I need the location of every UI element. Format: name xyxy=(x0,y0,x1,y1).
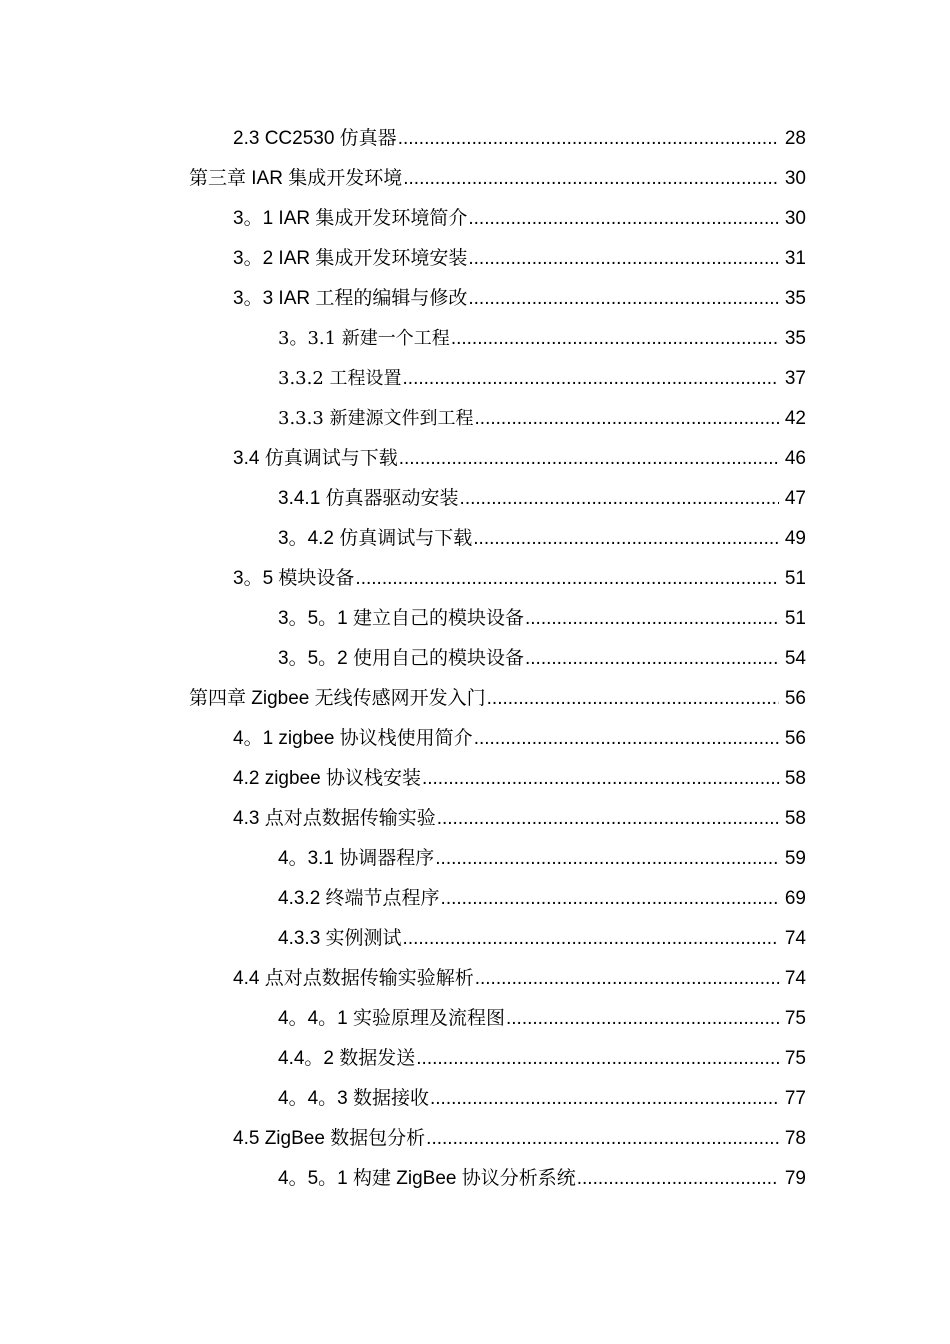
toc-entry[interactable] xyxy=(0,1039,950,1079)
toc-entry[interactable] xyxy=(0,159,950,199)
toc-entry-page-number: 49 xyxy=(784,528,806,549)
toc-entry[interactable] xyxy=(0,679,950,719)
toc-entry-title: 3。3.1 新建一个工程 xyxy=(278,328,450,349)
toc-entry[interactable] xyxy=(0,599,950,639)
toc-entry-title: 4.3.2 终端节点程序 xyxy=(278,888,440,909)
toc-entry-page-number: 56 xyxy=(784,728,806,749)
toc-entry-page-number: 56 xyxy=(784,688,806,709)
toc-entry[interactable] xyxy=(0,839,950,879)
toc-entry-title: 4.4。2 数据发送 xyxy=(278,1048,416,1069)
toc-dot-leader xyxy=(422,759,779,799)
toc-entry[interactable] xyxy=(0,959,950,999)
toc-dot-leader xyxy=(468,239,779,279)
toc-entry-title: 2.3 CC2530 仿真器 xyxy=(233,128,397,149)
toc-dot-leader xyxy=(525,639,779,679)
toc-entry-title: 第三章 IAR 集成开发环境 xyxy=(189,168,403,189)
toc-entry-page-number: 35 xyxy=(784,328,806,349)
toc-entry-page-number: 37 xyxy=(784,368,806,389)
toc-entry-page-number: 74 xyxy=(784,968,806,989)
toc-entry-title: 3。4.2 仿真调试与下载 xyxy=(278,528,473,549)
toc-entry[interactable] xyxy=(0,439,950,479)
toc-dot-leader xyxy=(475,959,779,999)
toc-entry-title: 4.3 点对点数据传输实验 xyxy=(233,808,436,829)
toc-entry-page-number: 28 xyxy=(784,128,806,149)
toc-entry-title: 4。1 zigbee 协议栈使用简介 xyxy=(233,728,473,749)
toc-entry[interactable] xyxy=(0,1159,950,1199)
toc-dot-leader xyxy=(487,679,779,719)
table-of-contents xyxy=(0,119,950,1199)
toc-entry[interactable] xyxy=(0,759,950,799)
toc-entry-title: 4。4。3 数据接收 xyxy=(278,1088,429,1109)
toc-dot-leader xyxy=(460,479,779,519)
toc-entry[interactable] xyxy=(0,359,950,399)
toc-dot-leader xyxy=(355,559,779,599)
toc-entry-page-number: 75 xyxy=(784,1048,806,1069)
toc-entry-page-number: 54 xyxy=(784,648,806,669)
toc-entry-title: 4.4 点对点数据传输实验解析 xyxy=(233,968,474,989)
toc-entry-title: 3。3 IAR 工程的编辑与修改 xyxy=(233,288,468,309)
toc-dot-leader xyxy=(577,1159,779,1199)
toc-entry[interactable] xyxy=(0,519,950,559)
toc-entry[interactable] xyxy=(0,119,950,159)
toc-entry-title: 3。1 IAR 集成开发环境简介 xyxy=(233,208,468,229)
toc-entry-title: 3。5。2 使用自己的模块设备 xyxy=(278,648,524,669)
toc-entry-page-number: 46 xyxy=(784,448,806,469)
toc-dot-leader xyxy=(398,119,779,159)
toc-dot-leader xyxy=(451,319,779,359)
toc-entry-title: 3.3.2 工程设置 xyxy=(278,368,402,389)
toc-dot-leader xyxy=(475,399,779,439)
toc-entry-page-number: 30 xyxy=(784,168,806,189)
toc-entry-page-number: 75 xyxy=(784,1008,806,1029)
toc-entry[interactable] xyxy=(0,399,950,439)
toc-entry-title: 3。2 IAR 集成开发环境安装 xyxy=(233,248,468,269)
toc-dot-leader xyxy=(506,999,779,1039)
toc-entry-title: 3。5 模块设备 xyxy=(233,568,355,589)
toc-entry[interactable] xyxy=(0,919,950,959)
toc-entry[interactable] xyxy=(0,199,950,239)
toc-entry[interactable] xyxy=(0,879,950,919)
toc-entry-title: 3.3.3 新建源文件到工程 xyxy=(278,408,474,429)
toc-entry-title: 3.4.1 仿真器驱动安装 xyxy=(278,488,459,509)
toc-entry-title: 4。3.1 协调器程序 xyxy=(278,848,435,869)
toc-entry-title: 4.2 zigbee 协议栈安装 xyxy=(233,768,421,789)
toc-entry[interactable] xyxy=(0,1119,950,1159)
toc-entry-page-number: 42 xyxy=(784,408,806,429)
toc-dot-leader xyxy=(468,279,779,319)
toc-entry[interactable] xyxy=(0,319,950,359)
toc-entry[interactable] xyxy=(0,719,950,759)
toc-entry-title: 4。4。1 实验原理及流程图 xyxy=(278,1008,505,1029)
toc-entry-page-number: 51 xyxy=(784,568,806,589)
toc-entry[interactable] xyxy=(0,639,950,679)
toc-entry-page-number: 58 xyxy=(784,768,806,789)
toc-dot-leader xyxy=(474,719,779,759)
toc-dot-leader xyxy=(437,799,779,839)
toc-entry-page-number: 58 xyxy=(784,808,806,829)
toc-dot-leader xyxy=(416,1039,779,1079)
toc-entry-title: 3。5。1 建立自己的模块设备 xyxy=(278,608,524,629)
toc-entry-page-number: 79 xyxy=(784,1168,806,1189)
toc-entry[interactable] xyxy=(0,559,950,599)
toc-entry-title: 4.3.3 实例测试 xyxy=(278,928,402,949)
toc-dot-leader xyxy=(435,839,779,879)
toc-entry[interactable] xyxy=(0,1079,950,1119)
toc-entry[interactable] xyxy=(0,279,950,319)
toc-dot-leader xyxy=(399,439,779,479)
toc-entry-title: 4。5。1 构建 ZigBee 协议分析系统 xyxy=(278,1168,576,1189)
toc-dot-leader xyxy=(426,1119,779,1159)
toc-entry-page-number: 51 xyxy=(784,608,806,629)
toc-entry-page-number: 31 xyxy=(784,248,806,269)
toc-entry-title: 3.4 仿真调试与下载 xyxy=(233,448,398,469)
toc-dot-leader xyxy=(403,919,779,959)
toc-dot-leader xyxy=(525,599,779,639)
toc-entry-page-number: 74 xyxy=(784,928,806,949)
toc-entry-page-number: 35 xyxy=(784,288,806,309)
toc-entry-page-number: 30 xyxy=(784,208,806,229)
toc-dot-leader xyxy=(473,519,779,559)
toc-entry[interactable] xyxy=(0,799,950,839)
toc-entry-title: 4.5 ZigBee 数据包分析 xyxy=(233,1128,426,1149)
toc-entry-page-number: 78 xyxy=(784,1128,806,1149)
toc-dot-leader xyxy=(403,359,779,399)
toc-entry[interactable] xyxy=(0,479,950,519)
toc-entry-page-number: 77 xyxy=(784,1088,806,1109)
toc-entry-page-number: 69 xyxy=(784,888,806,909)
toc-dot-leader xyxy=(441,879,779,919)
toc-entry[interactable] xyxy=(0,239,950,279)
toc-dot-leader xyxy=(403,159,779,199)
toc-entry[interactable] xyxy=(0,999,950,1039)
toc-entry-page-number: 47 xyxy=(784,488,806,509)
toc-entry-title: 第四章 Zigbee 无线传感网开发入门 xyxy=(189,688,486,709)
toc-dot-leader xyxy=(468,199,779,239)
toc-entry-page-number: 59 xyxy=(784,848,806,869)
toc-dot-leader xyxy=(430,1079,779,1119)
